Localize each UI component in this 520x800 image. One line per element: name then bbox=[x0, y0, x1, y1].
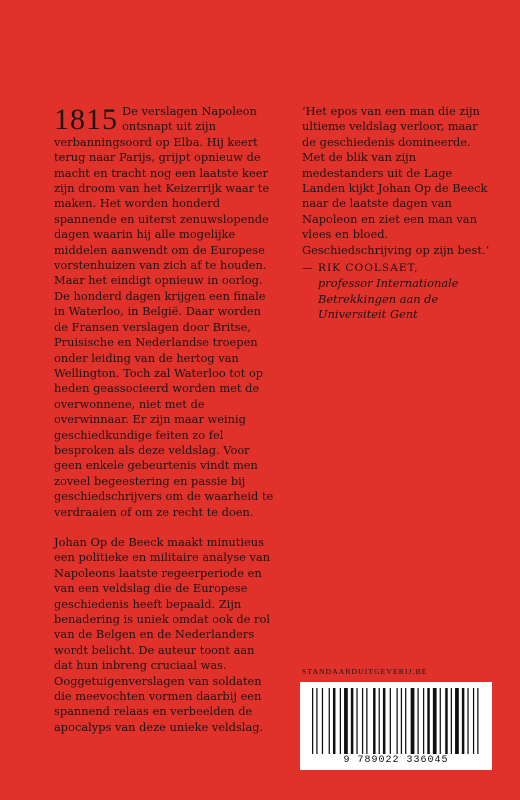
barcode-bar bbox=[351, 688, 354, 754]
barcode-bar bbox=[477, 688, 478, 754]
barcode-bar bbox=[473, 688, 474, 754]
barcode-bar bbox=[383, 688, 386, 754]
barcode-bar bbox=[451, 688, 452, 754]
barcode bbox=[300, 682, 492, 770]
barcode-bar bbox=[366, 688, 367, 754]
barcode-bar bbox=[427, 688, 430, 754]
barcode-bar bbox=[356, 688, 357, 754]
barcode-bar bbox=[405, 688, 406, 754]
barcode-bar bbox=[462, 688, 465, 754]
year-heading: 1815 bbox=[54, 103, 118, 136]
barcode-bar bbox=[467, 688, 468, 754]
attribution-role: professor Internationale Betrekkingen aan de Universiteit Gent bbox=[318, 276, 459, 322]
barcode-bar bbox=[423, 688, 424, 754]
quote-column bbox=[302, 104, 492, 323]
barcode-bar bbox=[379, 688, 380, 754]
barcode-bar bbox=[440, 688, 441, 754]
barcode-bar bbox=[397, 688, 398, 754]
barcode-bar bbox=[312, 688, 313, 754]
barcode-bar bbox=[362, 688, 363, 754]
attribution-name: — RIK COOLSAET, bbox=[302, 262, 419, 275]
barcode-bar bbox=[322, 688, 323, 754]
publisher-website: STANDAARDUITGEVERIJ.BE bbox=[302, 667, 428, 676]
barcode-bar bbox=[373, 688, 376, 754]
barcode-bar bbox=[390, 688, 391, 754]
intro-paragraph bbox=[54, 104, 276, 520]
barcode-bar bbox=[344, 688, 348, 754]
barcode-bar bbox=[401, 688, 402, 754]
barcode-bar bbox=[411, 688, 415, 754]
barcode-digits: 9 789022 336045 bbox=[343, 755, 449, 766]
barcode-bar bbox=[455, 688, 459, 754]
intro-text: De verslagen Napoleon ontsnapt uit zijn verbanningsoord op Elba. Hij keert terug naar Parijs, grijpt opnieuw de macht en tracht nog een laatste keer zijn droom van het Keizerrijk waar te maken. Het worden honderd spannende en uiterst zenuwslopende dagen waarin hij alle mogelijke middelen aanwendt om de Europese vorstenhuizen van zich af te houden. Maar het eindigt opnieuw in oorlog. De honderd dagen krijgen een finale in Waterloo, in België. Daar worden de Fransen verslagen door Britse, Pruisische en Nederlandse troepen onder leiding van de hertog van Wellington. Toch zal Waterloo tot op heden geassocieerd worden met de overwonnene, niet met de overwinnaar. Er zijn maar weinig geschiedkundige feiten zo fel besproken als deze veldslag. Voor geen enkele gebeurtenis vindt men zoveel begeestering en passie bij geschiedschrijvers om de waarheid te verdraaien of om ze recht te doen. bbox=[54, 104, 274, 519]
barcode-bar bbox=[316, 688, 317, 754]
barcode-bar bbox=[417, 688, 418, 754]
barcode-bar bbox=[340, 688, 341, 754]
endorsement-quote: ‘Het epos van een man die zijn ultieme veldslag verloor, maar de geschiedenis domineerde. Met de blik van zijn medestanders uit de Lage Landen kijkt Johan Op de Beeck naar de laatste dagen van Napoleon en ziet een man van vlees en bloed. Geschiedschrijving op zijn best.’ bbox=[302, 104, 490, 257]
barcode-bar bbox=[333, 688, 336, 754]
second-paragraph: Johan Op de Beeck maakt minutieus een politieke en militaire analyse van Napoleons laatste regeerperiode en van een veldslag die de Europese geschiedenis heeft bepaald. Zijn benadering is uniek omdat ook de rol van de Belgen en de Nederlanders wordt belicht. De auteur toont aan dat hun inbreng cruciaal was. Ooggetuigenverslagen van soldaten die meevochten vormen daarbij een spannend relaas en verbeelden de apocalyps van deze unieke veldslag. bbox=[54, 534, 271, 734]
barcode-bar bbox=[329, 688, 330, 754]
blurb-column bbox=[54, 104, 276, 750]
barcode-bar bbox=[445, 688, 448, 754]
barcode-bars bbox=[312, 688, 480, 754]
barcode-bar bbox=[433, 688, 437, 754]
endorsement-attribution bbox=[302, 260, 492, 323]
